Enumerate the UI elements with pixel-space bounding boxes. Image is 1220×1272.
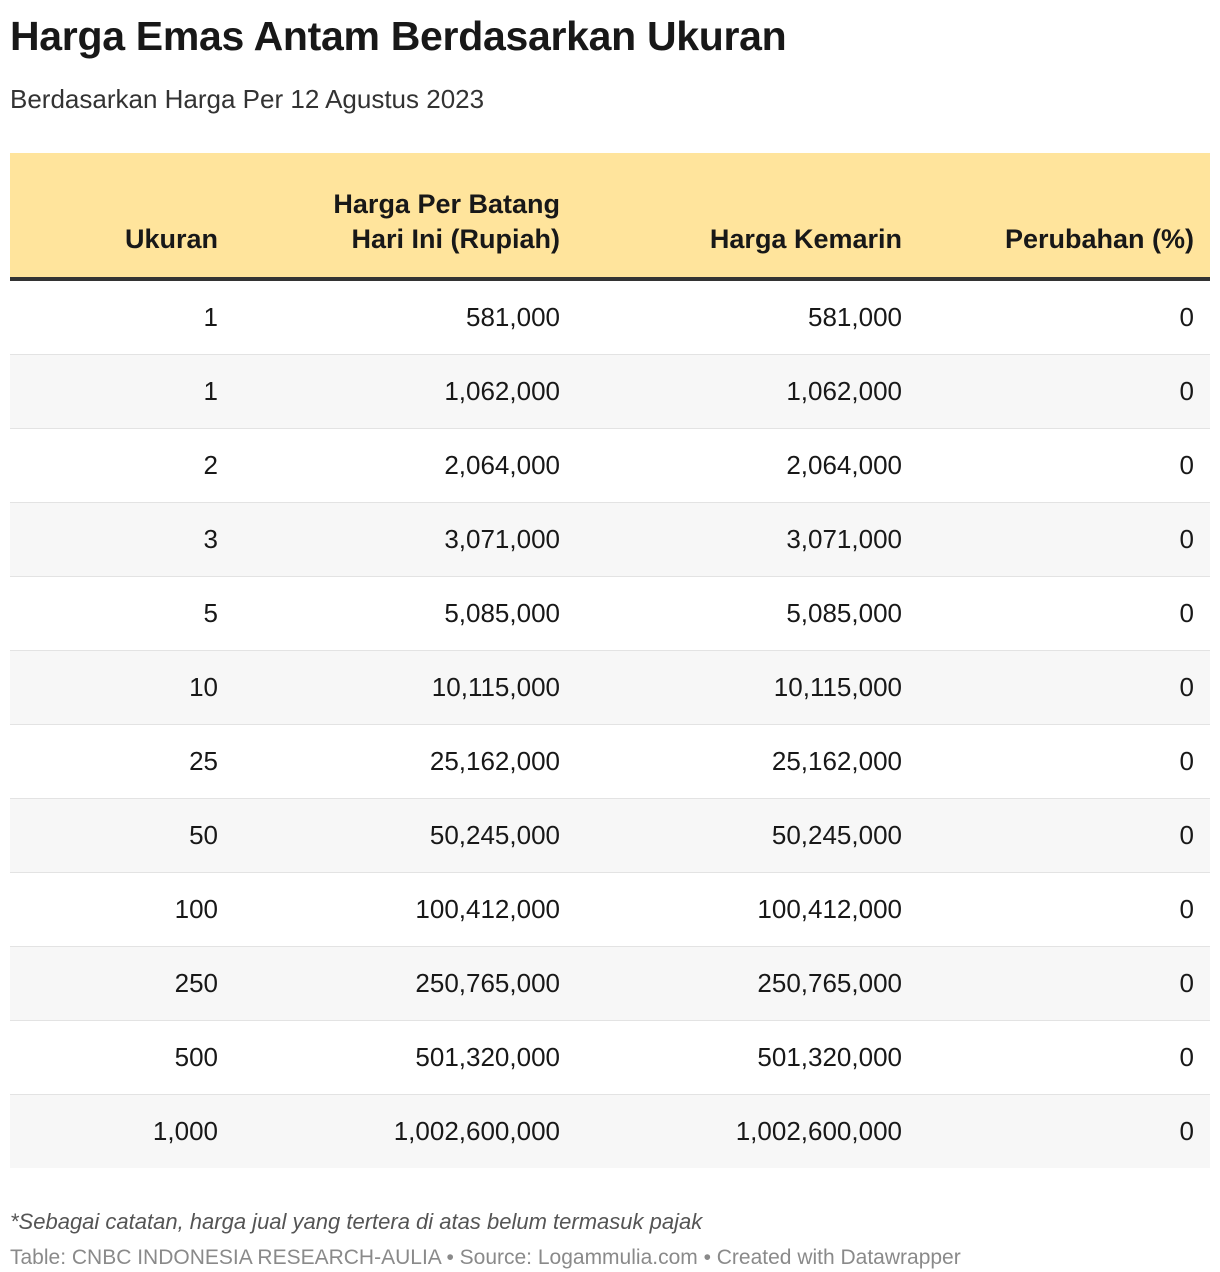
footnote: *Sebagai catatan, harga jual yang tertera di atas belum termasuk pajak xyxy=(10,1209,703,1234)
cell-harga-kemarin: 1,062,000 xyxy=(566,355,908,429)
cell-perubahan: 0 xyxy=(908,873,1210,947)
cell-ukuran: 50 xyxy=(10,799,224,873)
cell-harga-hari-ini: 50,245,000 xyxy=(224,799,566,873)
cell-harga-hari-ini: 100,412,000 xyxy=(224,873,566,947)
table-row xyxy=(10,725,1210,799)
cell-harga-hari-ini: 10,115,000 xyxy=(224,651,566,725)
cell-harga-hari-ini: 3,071,000 xyxy=(224,503,566,577)
table-row xyxy=(10,429,1210,503)
cell-ukuran: 5 xyxy=(10,577,224,651)
table-row xyxy=(10,577,1210,651)
cell-harga-kemarin: 10,115,000 xyxy=(566,651,908,725)
source-credit: Table: CNBC INDONESIA RESEARCH-AULIA • Source: Logammulia.com • Created with Datawrapper xyxy=(10,1246,961,1269)
cell-perubahan: 0 xyxy=(1179,1116,1194,1146)
column-header-harga-kemarin[interactable]: Harga Kemarin xyxy=(566,153,908,279)
cell-harga-kemarin: 25,162,000 xyxy=(566,725,908,799)
cell-harga-hari-ini: 1,002,600,000 xyxy=(393,1116,560,1146)
cell-ukuran: 10 xyxy=(10,651,224,725)
cell-ukuran: 3 xyxy=(10,503,224,577)
cell-harga-kemarin: 250,765,000 xyxy=(566,947,908,1021)
cell-ukuran: 1,000 xyxy=(152,1116,218,1146)
column-header-harga-hari-ini-label: Harga Per Batang Hari Ini (Rupiah) xyxy=(333,189,560,254)
cell-ukuran: 2 xyxy=(10,429,224,503)
cell-perubahan: 0 xyxy=(908,947,1210,1021)
cell-ukuran: 100 xyxy=(10,873,224,947)
table-row xyxy=(10,1021,1210,1095)
table-header xyxy=(10,153,1210,279)
table-row xyxy=(10,947,1210,1021)
cell-harga-hari-ini: 5,085,000 xyxy=(224,577,566,651)
cell-harga-kemarin: 100,412,000 xyxy=(566,873,908,947)
table-row xyxy=(10,651,1210,725)
cell-harga-hari-ini: 581,000 xyxy=(224,279,566,355)
cell-perubahan: 0 xyxy=(908,799,1210,873)
price-table xyxy=(10,153,1210,1168)
column-header-perubahan[interactable]: Perubahan (%) xyxy=(908,153,1210,279)
table-body xyxy=(10,279,1210,1168)
cell-harga-hari-ini: 501,320,000 xyxy=(224,1021,566,1095)
cell-ukuran: 250 xyxy=(10,947,224,1021)
column-header-harga-hari-ini[interactable] xyxy=(224,153,566,279)
cell-harga-hari-ini: 250,765,000 xyxy=(224,947,566,1021)
cell-harga-hari-ini: 2,064,000 xyxy=(224,429,566,503)
cell-harga-kemarin: 1,002,600,000 xyxy=(735,1116,902,1146)
cell-harga-kemarin: 581,000 xyxy=(566,279,908,355)
chart-title: Harga Emas Antam Berdasarkan Ukuran xyxy=(10,13,787,59)
table-row xyxy=(10,355,1210,429)
cell-ukuran: 25 xyxy=(10,725,224,799)
cell-perubahan: 0 xyxy=(908,429,1210,503)
cell-harga-hari-ini: 25,162,000 xyxy=(224,725,566,799)
cell-ukuran: 500 xyxy=(10,1021,224,1095)
cell-perubahan: 0 xyxy=(908,279,1210,355)
cell-perubahan: 0 xyxy=(908,651,1210,725)
cell-harga-hari-ini: 1,062,000 xyxy=(224,355,566,429)
cell-harga-kemarin: 501,320,000 xyxy=(566,1021,908,1095)
cell-perubahan: 0 xyxy=(908,503,1210,577)
cell-ukuran: 1 xyxy=(10,279,224,355)
cell-perubahan: 0 xyxy=(908,577,1210,651)
cell-ukuran: 1 xyxy=(10,355,224,429)
cell-perubahan: 0 xyxy=(908,725,1210,799)
table-row xyxy=(10,1095,1210,1169)
cell-harga-kemarin: 3,071,000 xyxy=(566,503,908,577)
cell-perubahan: 0 xyxy=(908,355,1210,429)
table-row xyxy=(10,799,1210,873)
table-header-row xyxy=(10,153,1210,279)
table-row xyxy=(10,503,1210,577)
column-header-ukuran[interactable]: Ukuran xyxy=(10,153,224,279)
cell-harga-kemarin: 5,085,000 xyxy=(566,577,908,651)
chart-container xyxy=(10,0,1210,1272)
table-row xyxy=(10,279,1210,355)
cell-harga-kemarin: 50,245,000 xyxy=(566,799,908,873)
cell-harga-kemarin: 2,064,000 xyxy=(566,429,908,503)
cell-perubahan: 0 xyxy=(908,1021,1210,1095)
table-row xyxy=(10,873,1210,947)
chart-subtitle: Berdasarkan Harga Per 12 Agustus 2023 xyxy=(10,84,485,114)
